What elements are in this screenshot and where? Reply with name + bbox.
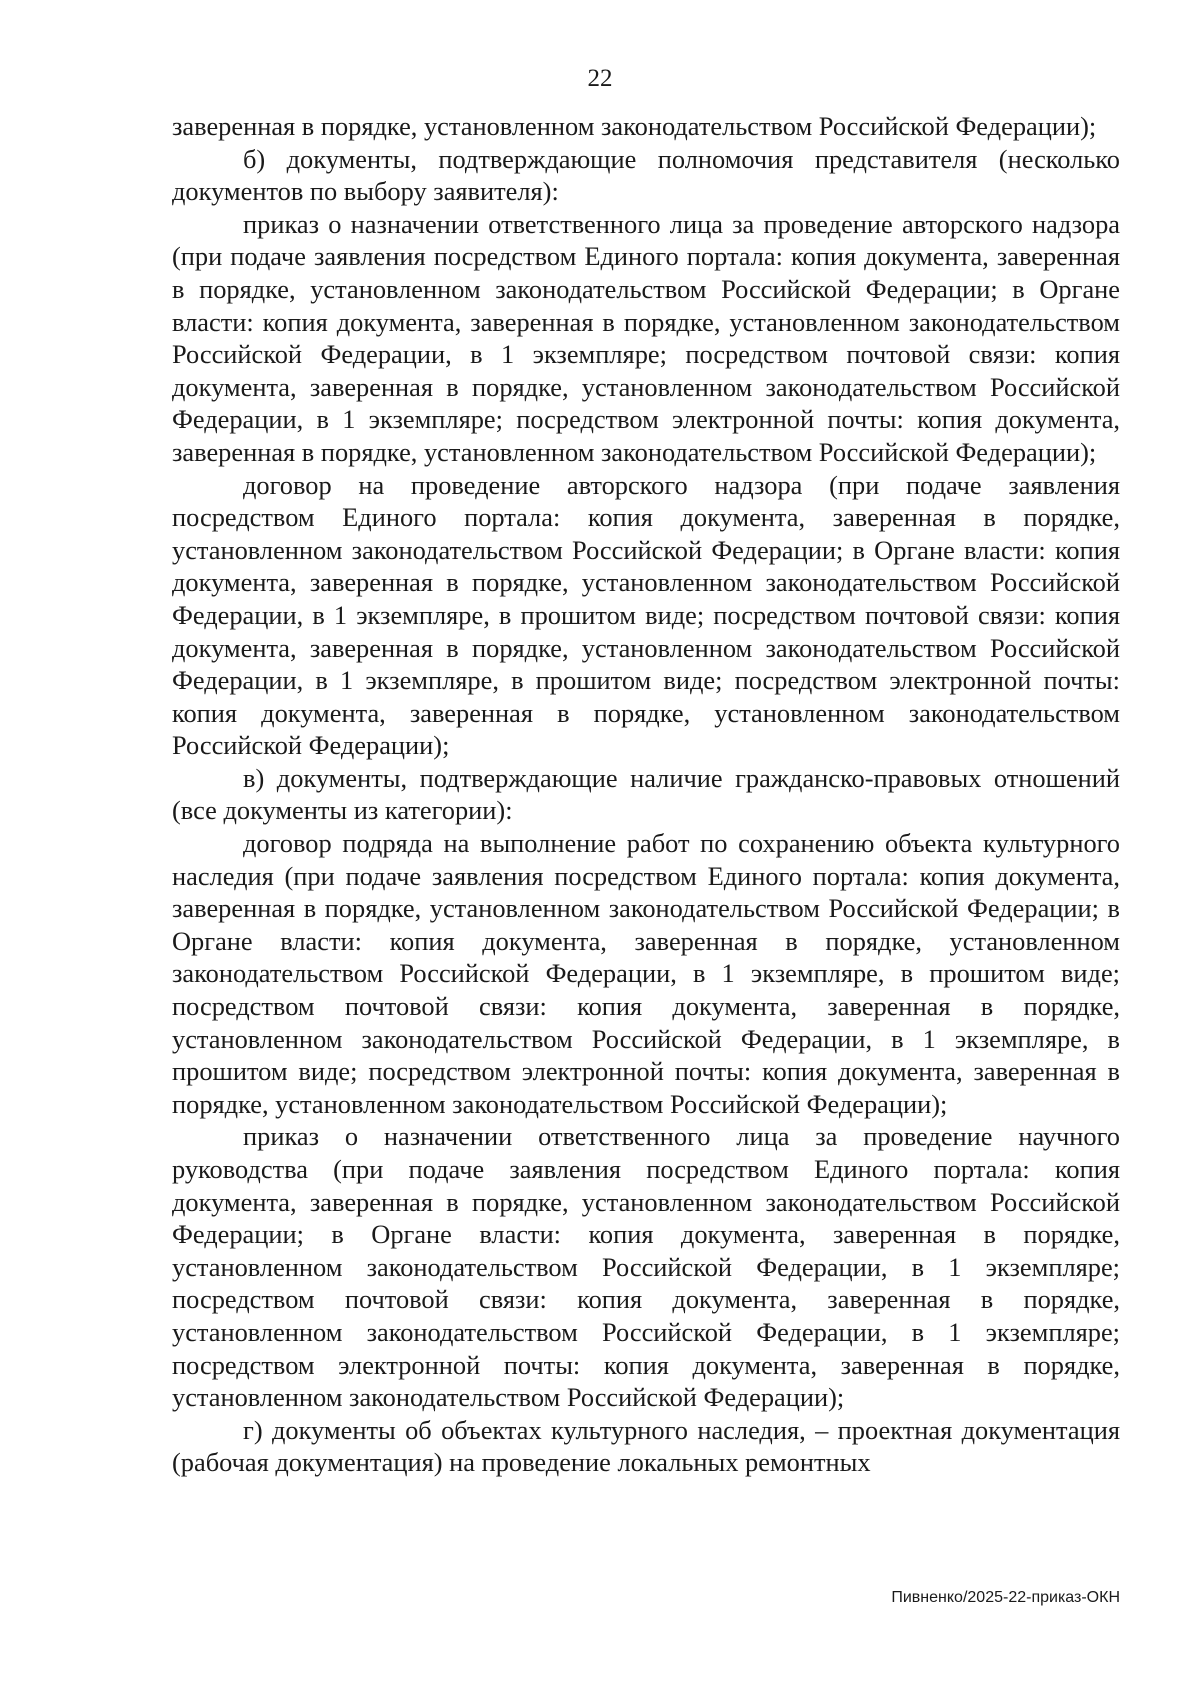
document-reference: Пивненко/2025-22-приказ-ОКН bbox=[891, 1589, 1120, 1606]
paragraph-item-g: г) документы об объектах культурного наследия, – проектная документация (рабочая документация) на проведение локальных ремонтных bbox=[172, 1414, 1120, 1478]
paragraph-item-b: б) документы, подтверждающие полномочия представителя (несколько документов по выбору заявителя): bbox=[172, 143, 1120, 207]
paragraph-supervision-contract: договор на проведение авторского надзора (при подаче заявления посредством Единого портала: копия документа, заверенная в порядке, установленном законодательством Российской Федерации; в Органе власти: копия документа, заверенная в порядке, установленном законодательством Российской Федерации, в 1 экземпляре, в прошитом виде; посредством почтовой связи: копия документа, заверенная в порядке, установленном законодательством Российской Федерации, в 1 экземпляре, в прошитом виде; посредством электронной почты: копия документа, заверенная в порядке, установленном законодательством Российской Федерации); bbox=[172, 469, 1120, 761]
paragraph-item-v: в) документы, подтверждающие наличие гражданско-правовых отношений (все документы из категории): bbox=[172, 762, 1120, 826]
paragraph-supervision-order: приказ о назначении ответственного лица за проведение авторского надзора (при подаче заявления посредством Единого портала: копия документа, заверенная в порядке, установленном законодательством Российской Федерации; в Органе власти: копия документа, заверенная в порядке, установленном законодательством Российской Федерации, в 1 экземпляре; посредством почтовой связи: копия документа, заверенная в порядке, установленном законодательством Российской Федерации, в 1 экземпляре; посредством электронной почты: копия документа, заверенная в порядке, установленном законодательством Российской Федерации); bbox=[172, 208, 1120, 467]
page-number: 22 bbox=[587, 65, 613, 92]
paragraph-continuation: заверенная в порядке, установленном законодательством Российской Федерации); bbox=[172, 111, 1097, 141]
paragraph-work-contract: договор подряда на выполнение работ по сохранению объекта культурного наследия (при подаче заявления посредством Единого портала: копия документа, заверенная в порядке, установленном законодательством Российской Федерации; в Органе власти: копия документа, заверенная в порядке, установленном законодательством Российской Федерации, в 1 экземпляре, в прошитом виде; посредством почтовой связи: копия документа, заверенная в порядке, установленном законодательством Российской Федерации, в 1 экземпляре, в прошитом виде; посредством электронной почты: копия документа, заверенная в порядке, установленном законодательством Российской Федерации); bbox=[172, 828, 1120, 1119]
paragraph-scientific-order: приказ о назначении ответственного лица за проведение научного руководства (при подаче заявления посредством Единого портала: копия документа, заверенная в порядке, установленном законодательством Российской Федерации; в Органе власти: копия документа, заверенная в порядке, установленном законодательством Российской Федерации, в 1 экземпляре; посредством почтовой связи: копия документа, заверенная в порядке, установленном законодательством Российской Федерации, в 1 экземпляре; посредством электронной почты: копия документа, заверенная в порядке, установленном законодательством Российской Федерации); bbox=[172, 1121, 1120, 1413]
document-body bbox=[172, 110, 1120, 1479]
